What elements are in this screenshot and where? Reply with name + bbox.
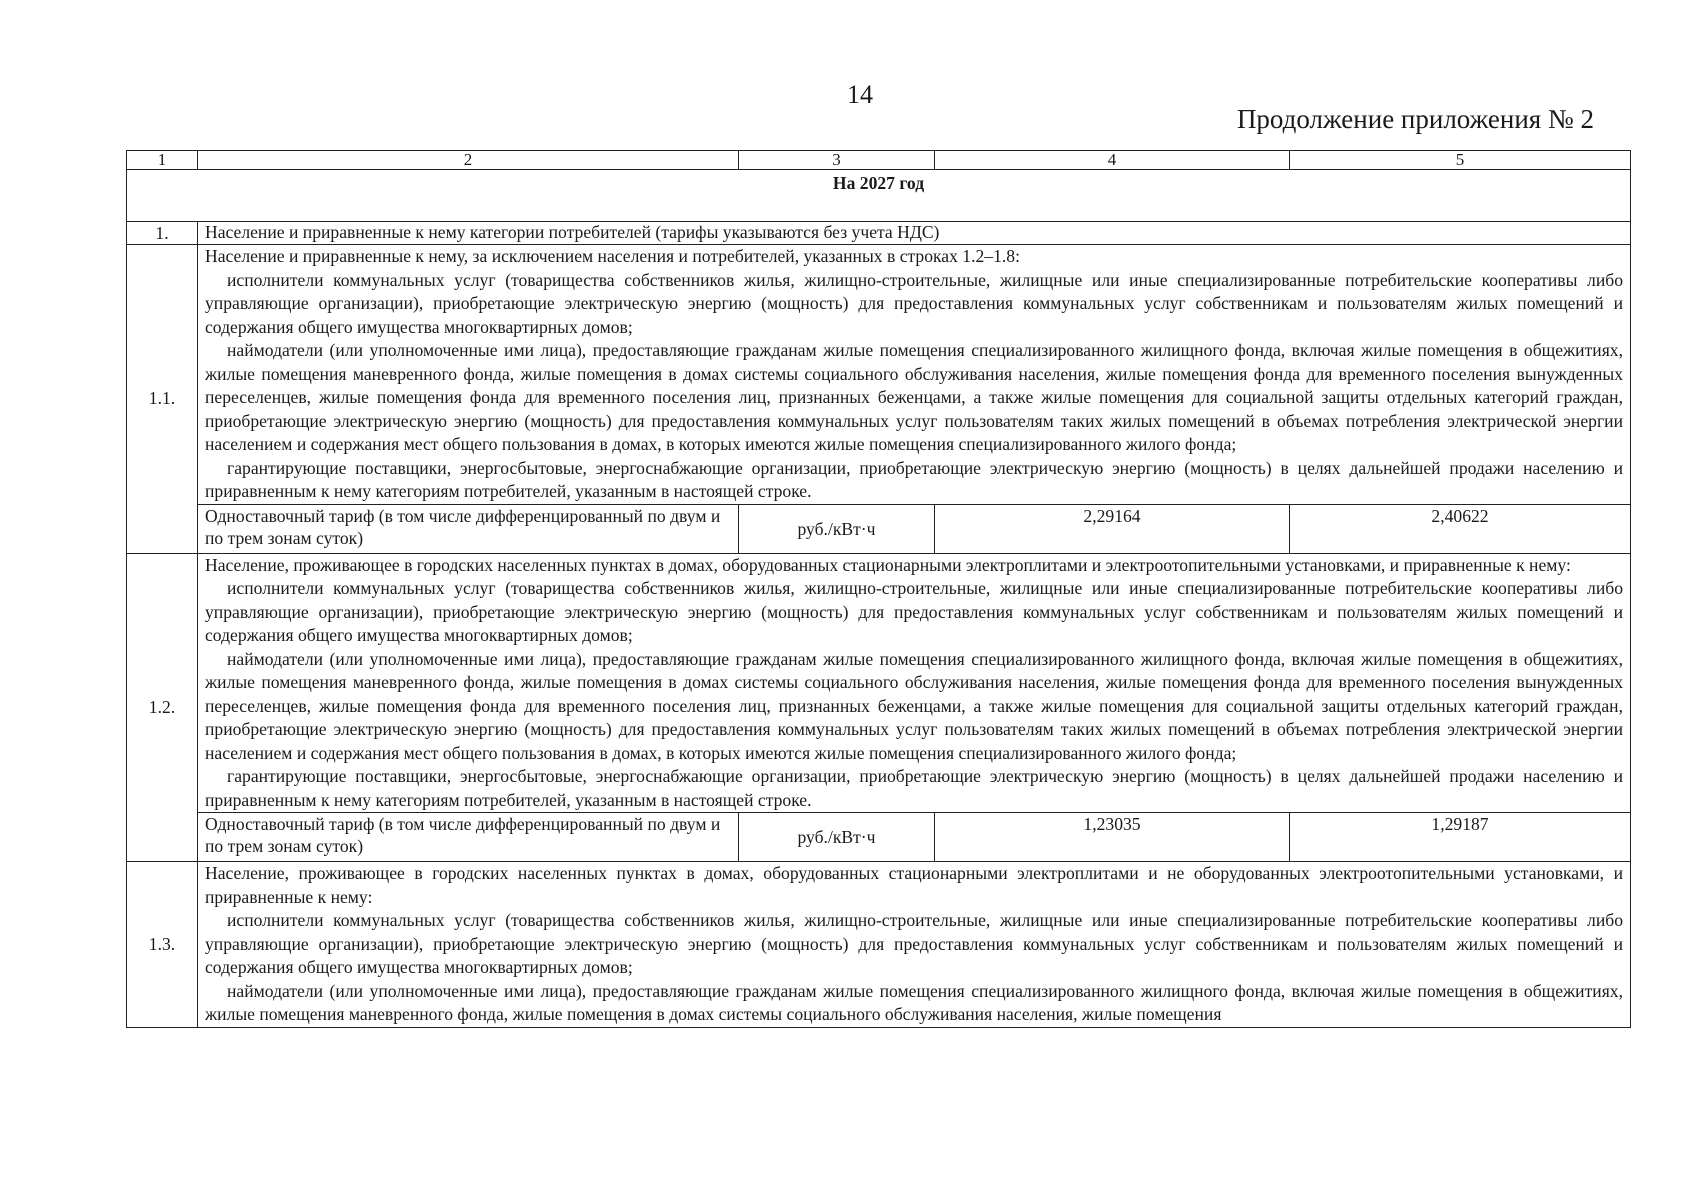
row-paragraph: наймодатели (или уполномоченные ими лица), предоставляющие гражданам жилые помещения специализированного жилищного фонда, включая жилые помещения в общежитиях, жилые помещения маневренного фонда, жилые помещения в домах системы социального обслуживания населения, жилые помещения фонда для временного поселения вынужденных переселенцев, жилые помещения фонда для временного поселения лиц, признанных беженцами, а также жилые помещения для социальной защиты отдельных категорий граждан, приобретающие электрическую энергию (мощность) для предоставления коммунальных услуг пользователям таких жилых помещений в объемах потребления электрической энергии населением и содержания мест общего пользования в домах, в которых имеются жилые помещения специализированного жилого фонда; [205,648,1623,763]
tariff-label: Одноставочный тариф (в том числе дифференцированный по двум и по трем зонам суток) [198,504,739,553]
column-number: 4 [935,151,1290,170]
row-description [198,862,1631,1028]
row-paragraph: наймодатели (или уполномоченные ими лица), предоставляющие гражданам жилые помещения специализированного жилищного фонда, включая жилые помещения в общежитиях, жилые помещения маневренного фонда, жилые помещения в домах системы социального обслуживания населения, жилые помещения [205,980,1623,1024]
tariff-table [126,150,1631,1028]
tariff-unit: руб./кВт·ч [739,504,935,553]
tariff-label: Одноставочный тариф (в том числе дифференцированный по двум и по трем зонам суток) [198,813,739,862]
page-number: 14 [847,80,873,109]
row-paragraph: исполнители коммунальных услуг (товарищества собственников жилья, жилищно-строительные, жилищные или иные специализированные потребительские кооперативы либо управляющие организации), приобретающие электрическую энергию (мощность) для предоставления коммунальных услуг собственникам и пользователям жилых помещений и содержания общего имущества многоквартирных домов; [205,269,1623,337]
row-number: 1. [127,222,198,245]
row-description [198,553,1631,813]
column-number-row [127,151,1631,170]
table-row [127,553,1631,813]
row-paragraph: гарантирующие поставщики, энергосбытовые, энергоснабжающие организации, приобретающие электрическую энергию (мощность) в целях дальнейшей продажи населению и приравненным к нему категориям потребителей, указанным в настоящей строке. [205,766,1623,810]
row-number: 1.2. [127,553,198,862]
table-row [127,245,1631,505]
row-lead: Население и приравненные к нему, за исключением населения и потребителей, указанных в строках 1.2–1.8: [205,246,1020,266]
tariff-value-second-half: 1,29187 [1290,813,1631,862]
row-paragraph: наймодатели (или уполномоченные ими лица), предоставляющие гражданам жилые помещения специализированного жилищного фонда, включая жилые помещения в общежитиях, жилые помещения маневренного фонда, жилые помещения в домах системы социального обслуживания населения, жилые помещения фонда для временного поселения вынужденных переселенцев, жилые помещения фонда для временного поселения лиц, признанных беженцами, а также жилые помещения для социальной защиты отдельных категорий граждан, приобретающие электрическую энергию (мощность) для предоставления коммунальных услуг пользователям таких жилых помещений в объемах потребления электрической энергии населением и содержания мест общего пользования в домах, в которых имеются жилые помещения специализированного жилого фонда; [205,340,1623,454]
tariff-value-first-half: 2,29164 [935,504,1290,553]
section-row [127,222,1631,245]
row-paragraph: исполнители коммунальных услуг (товарищества собственников жилья, жилищно-строительные, жилищные или иные специализированные потребительские кооперативы либо управляющие организации), приобретающие электрическую энергию (мощность) для предоставления коммунальных услуг собственникам и пользователям жилых помещений и содержания общего имущества многоквартирных домов; [205,578,1623,645]
year-label: На 2027 год [127,170,1631,222]
column-number: 2 [198,151,739,170]
row-paragraph: гарантирующие поставщики, энергосбытовые, энергоснабжающие организации, приобретающие электрическую энергию (мощность) в целях дальнейшей продажи населению и приравненным к нему категориям потребителей, указанным в настоящей строке. [205,457,1623,501]
year-row [127,170,1631,222]
tariff-row [127,504,1631,553]
column-number: 5 [1290,151,1631,170]
tariff-value-second-half: 2,40622 [1290,504,1631,553]
column-number: 3 [739,151,935,170]
row-number: 1.1. [127,245,198,554]
row-paragraph: исполнители коммунальных услуг (товарищества собственников жилья, жилищно-строительные, жилищные или иные специализированные потребительские кооперативы либо управляющие организации), приобретающие электрическую энергию (мощность) для предоставления коммунальных услуг собственникам и пользователям жилых помещений и содержания общего имущества многоквартирных домов; [205,910,1623,977]
row-lead: Население, проживающее в городских населенных пунктах в домах, оборудованных стационарными электроплитами и электроотопительными установками, и приравненные к нему: [205,554,1571,575]
tariff-unit: руб./кВт·ч [739,813,935,862]
tariff-value-first-half: 1,23035 [935,813,1290,862]
tariff-row [127,813,1631,862]
row-lead: Население, проживающее в городских населенных пунктах в домах, оборудованных стационарными электроплитами и не оборудованных электроотопительными установками, и приравненные к нему: [205,863,1623,907]
column-number: 1 [127,151,198,170]
row-number: 1.3. [127,862,198,1028]
appendix-title: Продолжение приложения № 2 [1236,104,1594,134]
section-title: Население и приравненные к нему категории потребителей (тарифы указываются без учета НДС) [198,222,1631,245]
row-description [198,245,1631,505]
table-row [127,862,1631,1028]
